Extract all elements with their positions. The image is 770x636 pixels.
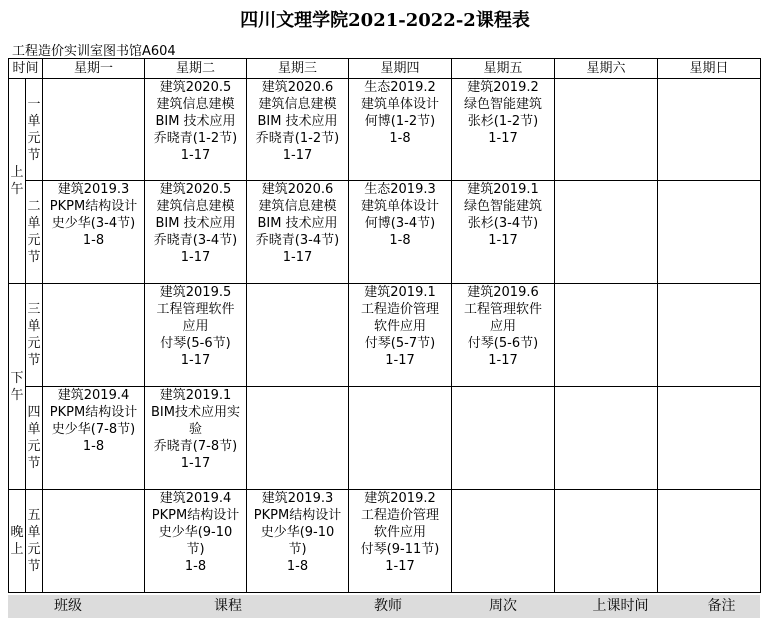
header-time: 时间 xyxy=(9,59,43,79)
course-cell[interactable]: 建筑2019.4 PKPM结构设计 史少华(9-10 节) 1-8 xyxy=(145,490,247,593)
half-evening: 晚上 xyxy=(9,490,26,593)
page-title: 四川文理学院2021-2022-2课程表 xyxy=(240,10,530,31)
course-cell[interactable] xyxy=(43,79,145,181)
unit-label: 一单元节 xyxy=(26,79,43,181)
course-cell[interactable]: 建筑2019.2 绿色智能建筑 张杉(1-2节) 1-17 xyxy=(452,79,555,181)
schedule-table xyxy=(8,58,761,593)
header-day: 星期四 xyxy=(349,59,452,79)
course-cell[interactable] xyxy=(555,490,658,593)
course-cell[interactable] xyxy=(658,79,761,181)
course-cell[interactable]: 建筑2020.6 建筑信息建模 BIM 技术应用 乔晓青(1-2节) 1-17 xyxy=(247,79,349,181)
course-cell[interactable] xyxy=(555,284,658,387)
header-day: 星期二 xyxy=(145,59,247,79)
course-cell[interactable]: 建筑2019.2 工程造价管理 软件应用 付琴(9-11节) 1-17 xyxy=(349,490,452,593)
course-cell[interactable] xyxy=(555,181,658,284)
table-row xyxy=(9,79,761,181)
course-cell[interactable]: 建筑2019.4 PKPM结构设计 史少华(7-8节) 1-8 xyxy=(43,387,145,490)
header-day: 星期三 xyxy=(247,59,349,79)
header-day: 星期日 xyxy=(658,59,761,79)
course-cell[interactable] xyxy=(452,387,555,490)
unit-label: 五单元节 xyxy=(26,490,43,593)
header-row xyxy=(9,59,761,79)
legend-class: 班级 xyxy=(54,598,82,614)
legend-course: 课程 xyxy=(214,598,242,614)
legend-teacher: 教师 xyxy=(374,598,402,614)
table-row xyxy=(9,490,761,593)
course-cell[interactable] xyxy=(658,387,761,490)
header-day: 星期五 xyxy=(452,59,555,79)
header-day: 星期一 xyxy=(43,59,145,79)
course-cell[interactable]: 建筑2019.3 PKPM结构设计 史少华(3-4节) 1-8 xyxy=(43,181,145,284)
course-cell[interactable] xyxy=(349,387,452,490)
course-cell[interactable] xyxy=(555,387,658,490)
course-cell[interactable] xyxy=(658,490,761,593)
course-cell[interactable]: 建筑2019.5 工程管理软件 应用 付琴(5-6节) 1-17 xyxy=(145,284,247,387)
legend-weeks: 周次 xyxy=(489,598,517,614)
unit-label: 三单元节 xyxy=(26,284,43,387)
unit-label: 四单元节 xyxy=(26,387,43,490)
course-cell[interactable] xyxy=(247,284,349,387)
course-cell[interactable] xyxy=(452,490,555,593)
course-cell[interactable]: 生态2019.3 建筑单体设计 何博(3-4节) 1-8 xyxy=(349,181,452,284)
course-cell[interactable]: 建筑2019.1 BIM技术应用实 验 乔晓青(7-8节) 1-17 xyxy=(145,387,247,490)
course-cell[interactable]: 建筑2020.6 建筑信息建模 BIM 技术应用 乔晓青(3-4节) 1-17 xyxy=(247,181,349,284)
course-cell[interactable] xyxy=(43,490,145,593)
course-cell[interactable] xyxy=(555,79,658,181)
course-cell[interactable]: 建筑2020.5 建筑信息建模 BIM 技术应用 乔晓青(1-2节) 1-17 xyxy=(145,79,247,181)
header-day: 星期六 xyxy=(555,59,658,79)
course-cell[interactable]: 生态2019.2 建筑单体设计 何博(1-2节) 1-8 xyxy=(349,79,452,181)
legend-class-time: 上课时间 xyxy=(592,598,649,614)
course-cell[interactable] xyxy=(658,181,761,284)
half-afternoon: 下午 xyxy=(9,284,26,490)
table-row xyxy=(9,284,761,387)
course-cell[interactable] xyxy=(658,284,761,387)
course-cell[interactable]: 建筑2019.1 绿色智能建筑 张杉(3-4节) 1-17 xyxy=(452,181,555,284)
legend-remarks: 备注 xyxy=(707,598,736,614)
course-cell[interactable] xyxy=(247,387,349,490)
course-cell[interactable]: 建筑2020.5 建筑信息建模 BIM 技术应用 乔晓青(3-4节) 1-17 xyxy=(145,181,247,284)
course-cell[interactable] xyxy=(43,284,145,387)
course-cell[interactable]: 建筑2019.3 PKPM结构设计 史少华(9-10 节) 1-8 xyxy=(247,490,349,593)
unit-label: 二单元节 xyxy=(26,181,43,284)
course-cell[interactable]: 建筑2019.6 工程管理软件 应用 付琴(5-6节) 1-17 xyxy=(452,284,555,387)
half-morning: 上午 xyxy=(9,79,26,284)
legend-bar xyxy=(8,595,760,618)
classroom-label: 工程造价实训室图书馆A604 xyxy=(12,44,176,59)
table-row xyxy=(9,181,761,284)
table-row xyxy=(9,387,761,490)
course-cell[interactable]: 建筑2019.1 工程造价管理 软件应用 付琴(5-7节) 1-17 xyxy=(349,284,452,387)
